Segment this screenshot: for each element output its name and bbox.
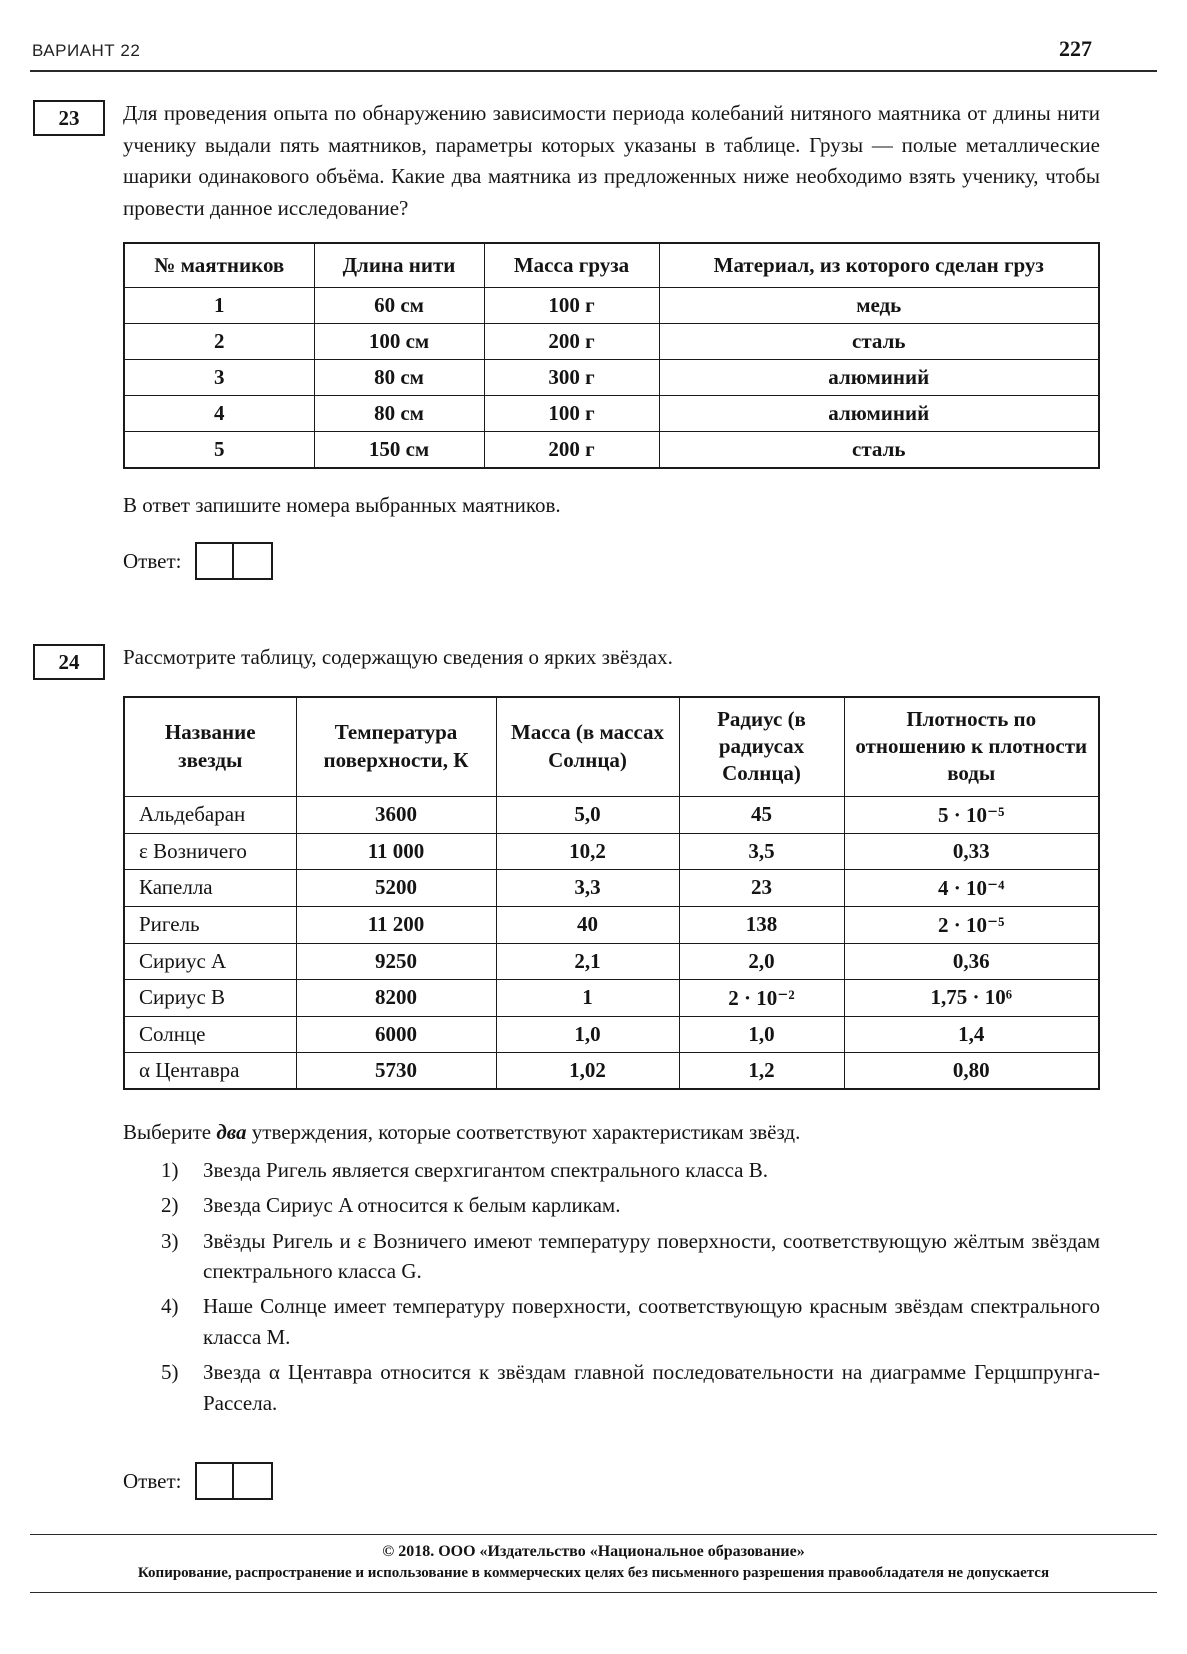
question-24-number: 24	[58, 649, 80, 674]
table-cell: 2,0	[679, 943, 844, 979]
table-row	[124, 324, 1099, 360]
table-cell: алюминий	[659, 396, 1099, 432]
table-cell: алюминий	[659, 360, 1099, 396]
table-cell: 4 · 10⁻⁴	[844, 869, 1099, 906]
table-cell: 11 000	[296, 833, 496, 869]
table-cell: медь	[659, 288, 1099, 324]
page-header	[30, 36, 1157, 62]
table-cell: 150 см	[314, 432, 484, 469]
column-header: Температура поверхности, К	[296, 697, 496, 796]
question-24-body	[123, 642, 1157, 1500]
footer-divider-bottom	[30, 1592, 1157, 1593]
question-23-text: Для проведения опыта по обнаружению зависимости периода колебаний нитяного маятника от длины нити ученику выдали пять маятников, параметры которых указаны в таблице. Грузы — полые металлические шарики одинакового объёма. Какие два маятника из предложенных ниже необходимо взять ученику, чтобы провести данное исследование?	[123, 101, 1100, 220]
table-cell: 5	[124, 432, 314, 469]
table-row	[124, 869, 1099, 906]
star-name-cell: Ригель	[124, 906, 296, 943]
table-cell: 138	[679, 906, 844, 943]
table-cell: 2 · 10⁻²	[679, 979, 844, 1016]
table-cell: 10,2	[496, 833, 679, 869]
column-header: Масса груза	[484, 243, 659, 288]
table-cell: 100 г	[484, 288, 659, 324]
table-cell: сталь	[659, 324, 1099, 360]
column-header: Длина нити	[314, 243, 484, 288]
table-header-row	[124, 697, 1099, 796]
answer-label: Ответ:	[123, 1468, 182, 1493]
star-name-cell: Сириус B	[124, 979, 296, 1016]
question-23-body	[123, 98, 1157, 580]
table-row	[124, 1016, 1099, 1052]
answer-row-23	[123, 542, 1100, 580]
question-23-number-box	[33, 100, 105, 136]
list-item-text: Наше Солнце имеет температуру поверхности, соответствующую красным звёздам спектрального класса M.	[203, 1294, 1100, 1349]
question-24-number-box	[33, 644, 105, 680]
table-cell: 11 200	[296, 906, 496, 943]
table-cell: 45	[679, 796, 844, 833]
question-23	[30, 98, 1157, 580]
list-item-text: Звёзды Ригель и ε Возничего имеют температуру поверхности, соответствующую жёлтым звёздам спектрального класса G.	[203, 1228, 1100, 1283]
star-name-cell: Сириус A	[124, 943, 296, 979]
table-cell: 6000	[296, 1016, 496, 1052]
list-item	[161, 1190, 1100, 1220]
table-cell: 23	[679, 869, 844, 906]
star-name-cell: Солнце	[124, 1016, 296, 1052]
table-cell: 8200	[296, 979, 496, 1016]
footer-divider-top	[30, 1534, 1157, 1535]
column-header: № маятников	[124, 243, 314, 288]
list-item-number: 1)	[161, 1157, 179, 1182]
answer-row-24	[123, 1462, 1100, 1500]
table-cell: 40	[496, 906, 679, 943]
table-cell: 1,02	[496, 1052, 679, 1089]
answer-boxes-23	[195, 542, 273, 580]
table-cell: 2 · 10⁻⁵	[844, 906, 1099, 943]
star-name-cell: Капелла	[124, 869, 296, 906]
list-item-number: 2)	[161, 1193, 179, 1218]
table-cell: 100 г	[484, 396, 659, 432]
table-cell: 0,33	[844, 833, 1099, 869]
answer-cell[interactable]	[234, 1464, 271, 1498]
table-row	[124, 906, 1099, 943]
table-cell: 100 см	[314, 324, 484, 360]
table-cell: 3	[124, 360, 314, 396]
table-cell: 80 см	[314, 396, 484, 432]
table-row	[124, 979, 1099, 1016]
table-cell: 200 г	[484, 432, 659, 469]
table-cell: 300 г	[484, 360, 659, 396]
statement-list	[161, 1155, 1100, 1419]
list-item	[161, 1357, 1100, 1418]
table-cell: 1	[124, 288, 314, 324]
table-row	[124, 360, 1099, 396]
table-row	[124, 1052, 1099, 1089]
list-item-text: Звезда Сириус A относится к белым карликам.	[203, 1193, 621, 1218]
table-cell: 2,1	[496, 943, 679, 979]
answer-boxes-24	[195, 1462, 273, 1500]
table-cell: 1	[496, 979, 679, 1016]
table-cell: 5 · 10⁻⁵	[844, 796, 1099, 833]
table-cell: 3,5	[679, 833, 844, 869]
star-name-cell: ε Возничего	[124, 833, 296, 869]
choose-pre: Выберите	[123, 1119, 217, 1144]
table-cell: 1,4	[844, 1016, 1099, 1052]
page-footer	[30, 1534, 1157, 1593]
table-cell: 4	[124, 396, 314, 432]
answer-label: Ответ:	[123, 548, 182, 573]
table-cell: 5,0	[496, 796, 679, 833]
table-cell: 2	[124, 324, 314, 360]
table-cell: 200 г	[484, 324, 659, 360]
list-item-text: Звезда Ригель является сверхгигантом спектрального класса B.	[203, 1157, 768, 1182]
star-name-cell: α Центавра	[124, 1052, 296, 1089]
column-header: Плотность по отношению к плотности воды	[844, 697, 1099, 796]
question-24-text: Рассмотрите таблицу, содержащую сведения о ярких звёздах.	[123, 645, 673, 670]
star-name-cell: Альдебаран	[124, 796, 296, 833]
header-divider	[30, 70, 1157, 72]
pendulum-table	[123, 242, 1100, 469]
list-item-number: 5)	[161, 1360, 179, 1385]
answer-cell[interactable]	[234, 544, 271, 578]
table-row	[124, 796, 1099, 833]
answer-cell[interactable]	[197, 544, 234, 578]
table-cell: 9250	[296, 943, 496, 979]
answer-cell[interactable]	[197, 1464, 234, 1498]
list-item-number: 4)	[161, 1294, 179, 1319]
table-cell: 5200	[296, 869, 496, 906]
question-24	[30, 642, 1157, 1500]
table-row	[124, 396, 1099, 432]
page-number: 227	[1059, 36, 1092, 61]
table-cell: 1,0	[679, 1016, 844, 1052]
table-cell: 1,2	[679, 1052, 844, 1089]
stars-table	[123, 696, 1100, 1090]
column-header: Название звезды	[124, 697, 296, 796]
column-header: Материал, из которого сделан груз	[659, 243, 1099, 288]
table-cell: 5730	[296, 1052, 496, 1089]
question-23-instruction: В ответ запишите номера выбранных маятников.	[123, 493, 561, 518]
table-cell: сталь	[659, 432, 1099, 469]
table-row	[124, 833, 1099, 869]
table-cell: 1,0	[496, 1016, 679, 1052]
variant-label: ВАРИАНТ 22	[32, 41, 141, 60]
choose-instruction	[123, 1120, 1100, 1145]
list-item-number: 3)	[161, 1228, 179, 1253]
table-row	[124, 288, 1099, 324]
question-23-number: 23	[58, 105, 80, 130]
publisher-copyright: © 2018. ООО «Издательство «Национальное образование»	[382, 1543, 805, 1561]
list-item-text: Звезда α Центавра относится к звёздам главной последовательности на диаграмме Герцшпрунга-Рассела.	[203, 1360, 1100, 1415]
list-item	[161, 1226, 1100, 1287]
list-item	[161, 1291, 1100, 1352]
table-cell: 80 см	[314, 360, 484, 396]
list-item	[161, 1155, 1100, 1185]
choose-post: утверждения, которые соответствуют характеристикам звёзд.	[246, 1119, 801, 1144]
table-header-row	[124, 243, 1099, 288]
table-row	[124, 432, 1099, 469]
table-cell: 60 см	[314, 288, 484, 324]
table-cell: 3600	[296, 796, 496, 833]
column-header: Радиус (в радиусах Солнца)	[679, 697, 844, 796]
choose-emphasis: два	[216, 1119, 247, 1144]
table-cell: 1,75 · 10⁶	[844, 979, 1099, 1016]
table-cell: 0,36	[844, 943, 1099, 979]
table-cell: 3,3	[496, 869, 679, 906]
table-cell: 0,80	[844, 1052, 1099, 1089]
table-row	[124, 943, 1099, 979]
column-header: Масса (в массах Солнца)	[496, 697, 679, 796]
copyright-notice: Копирование, распространение и использование в коммерческих целях без письменного разрешения правообладателя не допускается	[137, 1565, 1050, 1582]
